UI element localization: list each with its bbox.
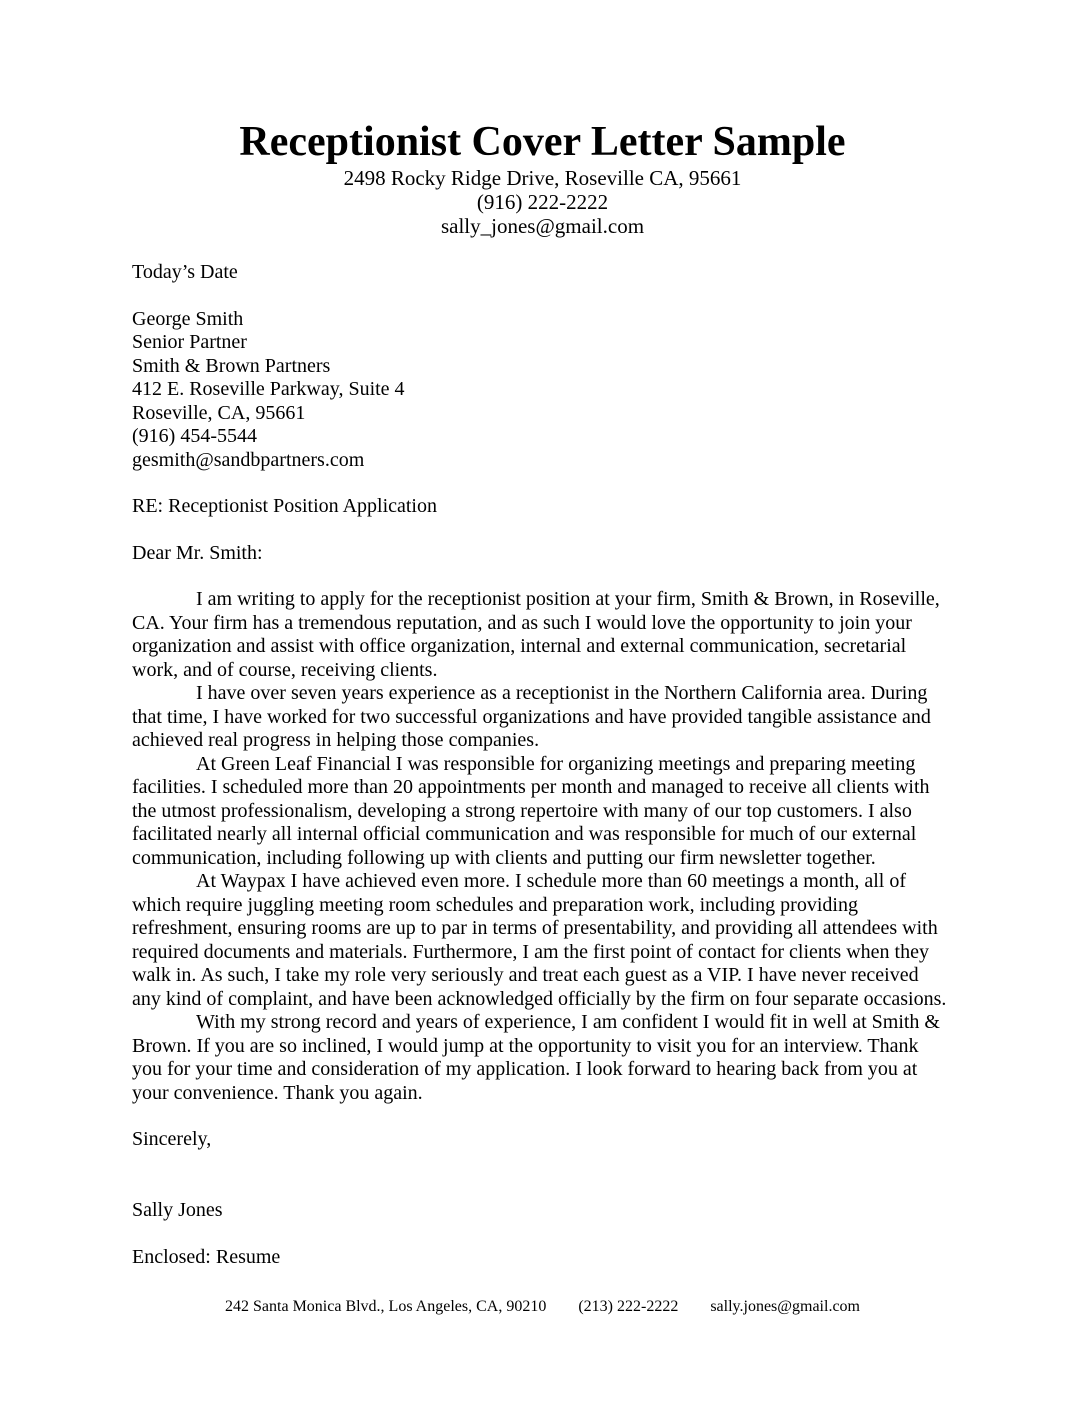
footer-email: sally.jones@gmail.com <box>710 1298 860 1315</box>
recipient-name: George Smith <box>132 307 244 330</box>
sender-address: 2498 Rocky Ridge Drive, Roseville CA, 95661 <box>343 166 742 190</box>
recipient-street: 412 E. Roseville Parkway, Suite 4 <box>132 378 405 400</box>
recipient-company: Smith & Brown Partners <box>132 354 331 377</box>
signature-name: Sally Jones <box>132 1198 223 1221</box>
closing: Sincerely, <box>132 1128 212 1150</box>
paragraph-5: With my strong record and years of experience, I am confident I would fit in well at Smith & Brown. If you are so inclined, I would jump at the opportunity to visit you for an interview. Thank you for your time and consideration of my application. I look forward to hearing back from you at your convenience. Thank you again. <box>132 1011 940 1104</box>
recipient-phone: (916) 454-5544 <box>132 425 257 447</box>
enclosure-line: Enclosed: Resume <box>132 1246 281 1268</box>
paragraph-4: At Waypax I have achieved even more. I schedule more than 60 meetings a month, all of which require juggling meeting room schedules and preparation work, including providing refreshment, ensuring rooms are up to par in terms of presentability, and providing all attendees with required documents and materials. Furthermore, I am the first point of contact for clients when they walk in. As such, I take my role very seriously and treat each guest as a VIP. I have never received any kind of complaint, and have been acknowledged officially by the firm on four separate occasions. <box>132 870 947 1010</box>
recipient-city: Roseville, CA, 95661 <box>132 401 306 424</box>
letter-header <box>0 0 1085 238</box>
recipient-role: Senior Partner <box>132 331 247 353</box>
page-footer <box>0 1297 1085 1316</box>
paragraph-1: I am writing to apply for the receptionist position at your firm, Smith & Brown, in Roseville, CA. Your firm has a tremendous reputation, and as such I would love the opportunity to join your organization and assist with office organization, internal and external communication, secretarial work, and of course, receiving clients. <box>132 588 940 681</box>
sender-email: sally_jones@gmail.com <box>440 214 645 238</box>
letter-body <box>132 261 952 1270</box>
page-title: Receptionist Cover Letter Sample <box>239 119 846 165</box>
recipient-email: gesmith@sandbpartners.com <box>132 448 365 471</box>
salutation: Dear Mr. Smith: <box>132 541 263 564</box>
sender-phone: (916) 222-2222 <box>476 190 609 214</box>
recipient-block <box>132 308 952 473</box>
footer-phone: (213) 222-2222 <box>578 1298 679 1315</box>
footer-address: 242 Santa Monica Blvd., Los Angeles, CA, 90210 <box>225 1298 547 1315</box>
letter-paragraphs <box>132 588 952 1105</box>
paragraph-2: I have over seven years experience as a receptionist in the Northern California area. During that time, I have worked for two successful organizations and have provided tangible assistance and achieved real progress in helping those companies. <box>132 682 931 751</box>
subject-line: RE: Receptionist Position Application <box>132 495 437 517</box>
paragraph-3: At Green Leaf Financial I was responsible for organizing meetings and preparing meeting facilities. I scheduled more than 20 appointments per month and managed to receive all clients with the utmost professionalism, developing a strong repertoire with many of our top customers. I also facilitated nearly all internal official communication and was responsible for much of our external communication, including following up with clients and putting our firm newsletter together. <box>132 752 930 869</box>
letter-date: Today’s Date <box>132 261 238 283</box>
